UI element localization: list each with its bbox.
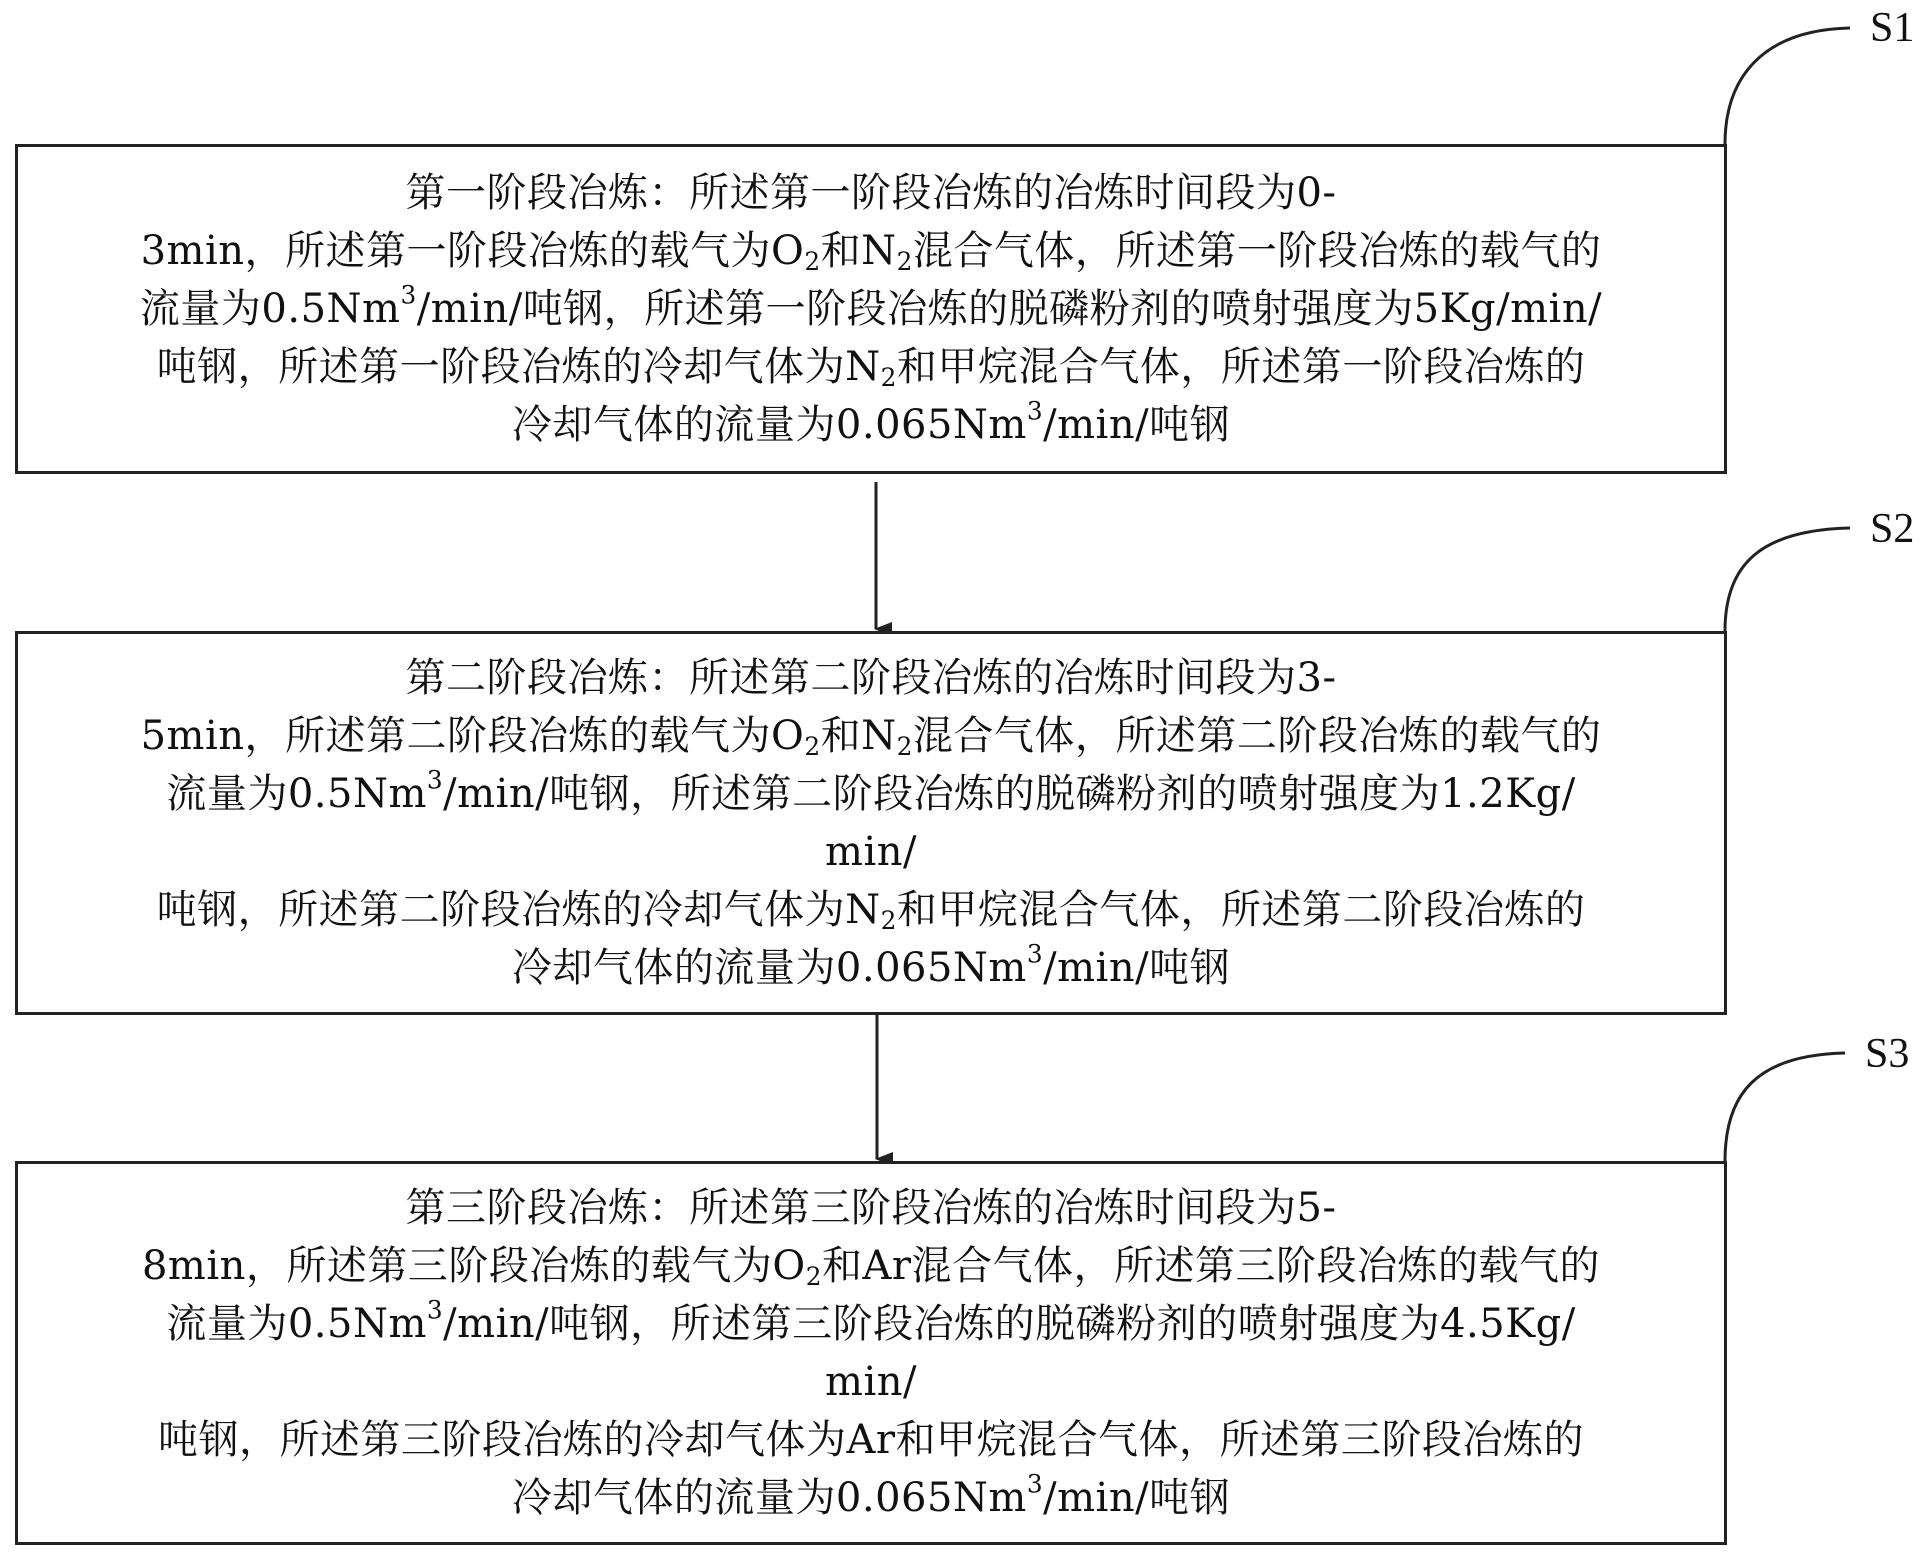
text-line: 吨钢，所述第二阶段冶炼的冷却气体为$N_2$和甲烷混合气体，所述第二阶段冶炼的 (156, 887, 1586, 936)
text-line: 冷却气体的流量为0.065Nm$^3$/min/吨钢 (511, 396, 1231, 448)
text-line: 第一阶段冶炼：所述第一阶段冶炼的冶炼时间段为0- (405, 170, 1337, 216)
text-line: 吨钢，所述第三阶段冶炼的冷却气体为Ar和甲烷混合气体，所述第三阶段冶炼的 (157, 1417, 1584, 1463)
step-box-s2 (15, 631, 1727, 1015)
text-line: min/ (825, 1359, 917, 1405)
step-text (36, 1179, 1706, 1527)
text-line: 第二阶段冶炼：所述第二阶段冶炼的冶炼时间段为3- (405, 655, 1337, 701)
superscript: 3 (400, 280, 417, 310)
subscript: 2 (896, 732, 913, 762)
superscript: 3 (426, 1295, 444, 1325)
superscript: 3 (1026, 396, 1044, 426)
text-line: min/ (825, 829, 917, 875)
superscript: 3 (1026, 1469, 1044, 1499)
subscript: 2 (896, 247, 913, 277)
text-line: 3min，所述第一阶段冶炼的载气为$O_2$和$N_2$混合气体，所述第一阶段冶炼的载气的 (140, 228, 1602, 277)
subscript: 2 (804, 732, 821, 762)
step-text (36, 649, 1706, 997)
superscript: 3 (426, 765, 444, 795)
text-line: 冷却气体的流量为0.065Nm$^3$/min/吨钢 (511, 939, 1231, 991)
s3-leader-curve (1725, 1053, 1845, 1161)
text-line: 8min，所述第三阶段冶炼的载气为$O_2$和Ar混合气体，所述第三阶段冶炼的载气的 (141, 1243, 1601, 1292)
subscript: 2 (804, 247, 821, 277)
step-label-s2: S2 (1870, 506, 1915, 552)
step-label-s1: S1 (1870, 5, 1915, 51)
subscript: 2 (805, 1262, 822, 1292)
step-text (36, 164, 1706, 454)
superscript: 3 (1026, 939, 1044, 969)
step-label-s3: S3 (1865, 1031, 1910, 1077)
text-line: 流量为0.5Nm$^3$/min/吨钢，所述第二阶段冶炼的脱磷粉剂的喷射强度为1.2Kg/ (166, 765, 1576, 817)
text-line: 流量为0.5Nm$^3$/min/吨钢，所述第三阶段冶炼的脱磷粉剂的喷射强度为4.5Kg/ (166, 1295, 1576, 1347)
s1-leader-curve (1725, 28, 1850, 144)
s2-leader-curve (1725, 528, 1850, 631)
text-line: 5min，所述第二阶段冶炼的载气为$O_2$和$N_2$混合气体，所述第二阶段冶炼的载气的 (140, 713, 1602, 762)
text-line: 吨钢，所述第一阶段冶炼的冷却气体为$N_2$和甲烷混合气体，所述第一阶段冶炼的 (156, 344, 1586, 393)
subscript: 2 (880, 906, 897, 936)
text-line: 第三阶段冶炼：所述第三阶段冶炼的冶炼时间段为5- (405, 1185, 1337, 1231)
text-line: 流量为0.5Nm$^3$/min/吨钢，所述第一阶段冶炼的脱磷粉剂的喷射强度为5Kg/min/ (139, 280, 1603, 332)
step-box-s1 (15, 144, 1727, 474)
text-line: 冷却气体的流量为0.065Nm$^3$/min/吨钢 (511, 1469, 1231, 1521)
step-box-s3 (15, 1161, 1727, 1545)
subscript: 2 (880, 363, 897, 393)
